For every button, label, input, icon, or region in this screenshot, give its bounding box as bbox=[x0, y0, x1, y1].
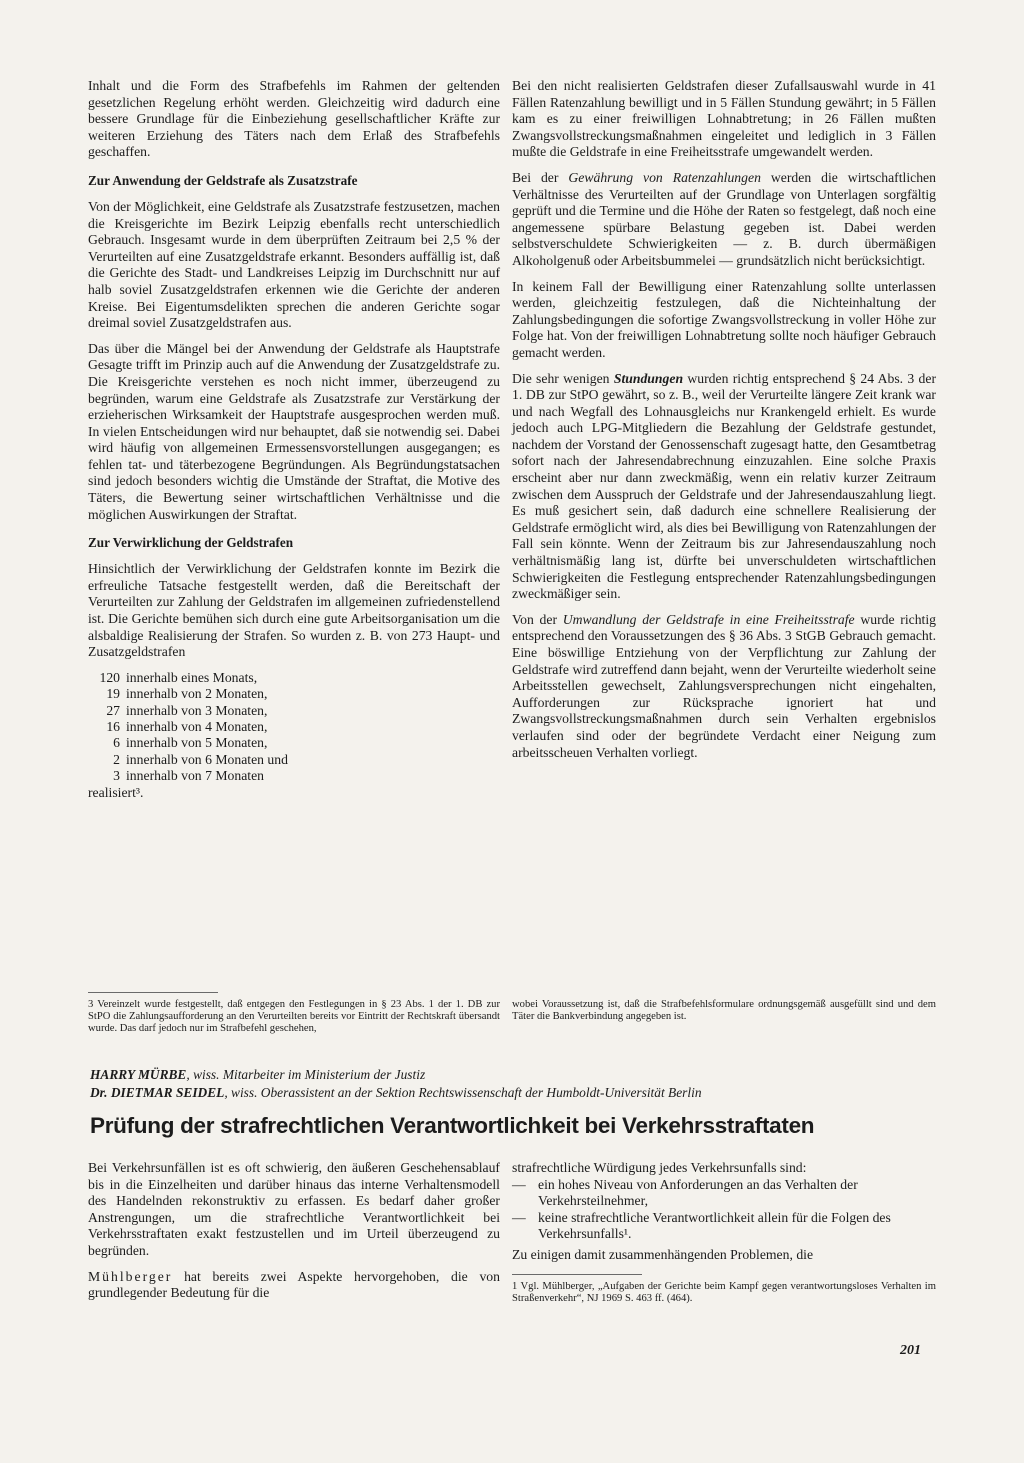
emphasis: Umwandlung der Geldstrafe in eine Freiheitsstrafe bbox=[562, 611, 855, 627]
text-run: Von der bbox=[512, 611, 563, 627]
list-item bbox=[88, 719, 500, 735]
text-run: wurde richtig entsprechend den Voraussetzungen des § 36 Abs. 3 StGB Gebrauch gemacht. Eine böswillige Entziehung von der Verpflichtung zur Zahlung der Geldstrafe wird zutreffend dann bejaht, wenn der Verurteilte wiederholt seine Arbeitsstellen gewechselt, Zahlungsversprechungen nicht eingehalten, Aufforderungen zur Rücksprache ignoriert hat und Zwangsvollstreckungsmaßnahmen durch sein Verhalten ergebnislos verlaufen sind oder der begründete Verdacht einer Neigung zum arbeitsscheuen Verhalten vorliegt. bbox=[512, 611, 936, 760]
list-item bbox=[88, 703, 500, 719]
right-column bbox=[512, 78, 936, 770]
cited-author: Mühlberger bbox=[88, 1268, 173, 1284]
emphasis: Stundungen bbox=[613, 370, 684, 386]
list-conclusion: realisiert³. bbox=[88, 784, 144, 800]
article-left-column bbox=[88, 1160, 500, 1311]
paragraph bbox=[512, 371, 936, 603]
list-text: innerhalb eines Monats, bbox=[126, 669, 258, 685]
footnote-rule bbox=[512, 1274, 642, 1275]
list-text: innerhalb von 3 Monaten, bbox=[126, 702, 268, 718]
paragraph: Zu einigen damit zusammenhängenden Problemen, die bbox=[512, 1246, 814, 1262]
text-run: Die sehr wenigen bbox=[512, 370, 614, 386]
list-item: — keine strafrechtliche Verantwortlichkeit allein für die Folgen des Verkehrsunfalls¹. bbox=[512, 1210, 936, 1243]
footnote: wobei Voraussetzung ist, daß die Strafbefehlsformulare ordnungsgemäß ausgefüllt sind und dem Täter die Bankverbindung angegeben ist. bbox=[512, 999, 936, 1023]
paragraph bbox=[88, 1269, 500, 1302]
list-count: 19 bbox=[106, 686, 120, 702]
list-text: keine strafrechtliche Verantwortlichkeit allein für die Folgen des Verkehrsunfalls¹. bbox=[538, 1209, 891, 1242]
list-count: 6 bbox=[113, 735, 120, 751]
text-run: hat bereits zwei Aspekte hervorgehoben, die von grundlegender Bedeutung für die bbox=[88, 1268, 500, 1301]
list-item bbox=[88, 768, 500, 784]
article-title: Prüfung der strafrechtlichen Verantwortlichkeit bei Verkehrsstraftaten bbox=[90, 1113, 815, 1138]
author-role: , wiss. Mitarbeiter im Ministerium der Justiz bbox=[186, 1067, 426, 1082]
payment-duration-list bbox=[88, 670, 500, 785]
paragraph: In keinem Fall der Bewilligung einer Ratenzahlung sollte unterlassen werden, gleichzeitig festzulegen, daß die Nichteinhaltung der Zahlungsbedingungen die sofortige Zwangsvollstreckung in voller Höhe zur Folge hat. Von der freiwilligen Lohnabtretung sollte noch häufiger Gebrauch gemacht werden. bbox=[512, 278, 936, 360]
list-item bbox=[88, 735, 500, 751]
article-authors bbox=[90, 1066, 950, 1102]
list-item bbox=[88, 670, 500, 686]
paragraph: Das über die Mängel bei der Anwendung der Geldstrafe als Hauptstrafe Gesagte trifft im Prinzip auch auf die Anwendung der Zusatzgeldstrafe zu. Die Kreisgerichte verstehen es noch nicht immer, überzeugend zu begründen, warum eine Geldstrafe als Zusatzstrafe zur Verstärkung der erzieherischen Wirksamkeit der Hauptstrafe ausgesprochen werden muß. In vielen Entscheidungen wird nur behauptet, daß sie notwendig sei. Dabei wird häufig von allgemeinen Ermessensvorstellungen ausgegangen; es fehlen tat- und täterbezogene Begründungen. Als Begründungstatsachen sind jedoch besonders wichtig die Umstände der Straftat, die Motive des Täters, die Bewertung seiner wirtschaftlichen Verhältnisse und die möglichen Auswirkungen der Straftat. bbox=[88, 340, 500, 522]
footnote: 1 Vgl. Mühlberger, „Aufgaben der Gerichte beim Kampf gegen verantwortungsloses Verhalten im Straßenverkehr“, NJ 1969 S. 463 ff. (464). bbox=[512, 1280, 936, 1304]
paragraph bbox=[512, 612, 936, 761]
list-text: innerhalb von 6 Monaten und bbox=[126, 751, 288, 767]
paragraph: strafrechtliche Würdigung jedes Verkehrsunfalls sind: bbox=[512, 1160, 807, 1175]
aspect-list bbox=[512, 1177, 936, 1243]
author-name: HARRY MÜRBE bbox=[90, 1067, 187, 1082]
footnote: 3 Vereinzelt wurde festgestellt, daß entgegen den Festlegungen in § 23 Abs. 1 der 1. DB zur StPO die Zahlungsaufforderung an den Verurteilten bereits vor Eintritt der Rechtskraft übersandt wurde. Das darf jedoch nur im Strafbefehl geschehen, bbox=[88, 999, 500, 1035]
left-column bbox=[88, 78, 500, 811]
section-heading: Zur Verwirklichung der Geldstrafen bbox=[88, 535, 294, 551]
list-item bbox=[88, 686, 500, 702]
list-count: 3 bbox=[113, 768, 120, 784]
section-heading: Zur Anwendung der Geldstrafe als Zusatzstrafe bbox=[88, 172, 358, 188]
author-line bbox=[90, 1066, 950, 1084]
list-text: innerhalb von 4 Monaten, bbox=[126, 719, 268, 735]
footnote-area-right bbox=[512, 986, 936, 1023]
list-item: — ein hohes Niveau von Anforderungen an das Verhalten der Verkehrsteilnehmer, bbox=[512, 1177, 936, 1210]
article-right-column bbox=[512, 1160, 936, 1305]
paragraph: Hinsichtlich der Verwirklichung der Geldstrafen konnte im Bezirk die erfreuliche Tatsache festgestellt werden, daß die Bereitschaft der Verurteilten zur Zahlung der Geldstrafen im allgemeinen zufriedenstellend ist. Die Gerichte bemühen sich durch eine gute Arbeitsorganisation um die alsbaldige Realisierung der Strafen. So wurden z. B. von 273 Haupt- und Zusatzgeldstrafen bbox=[88, 561, 500, 660]
footnote-rule bbox=[88, 992, 218, 993]
paragraph: Bei den nicht realisierten Geldstrafen dieser Zufallsauswahl wurde in 41 Fällen Ratenzahlung bewilligt und in 5 Fällen Stundung gewährt; in 5 Fällen kam es zu einer freiwilligen Lohnabtretung; in 26 Fällen mußten Zwangsvollstreckungsmaßnahmen eingeleitet und lediglich in 3 Fällen mußte die Geldstrafe in eine Freiheitsstrafe umgewandelt werden. bbox=[512, 78, 936, 160]
list-count: 27 bbox=[106, 702, 120, 718]
text-run: werden die wirtschaftlichen Verhältnisse des Verurteilten auf der Grundlage von Unterlagen sorgfältig geprüft und die Termine und die Höhe der Raten so festgelegt, daß noch eine angemessene spürbare Belastung gegeben ist. Dabei werden selbstverschuldete Schwierigkeiten — z. B. durch übermäßigen Alkoholgenuß oder Arbeitsbummelei — grundsätzlich nicht berücksichtigt. bbox=[512, 169, 936, 268]
author-name: Dr. DIETMAR SEIDEL bbox=[90, 1085, 225, 1100]
paragraph: Bei Verkehrsunfällen ist es oft schwierig, den äußeren Geschehensablauf bis in die Einzelheiten und darüber hinaus das interne Verhaltensmodell des Handelnden rekonstruktiv zu erfassen. Es bedarf daher großer Anstrengungen, um die strafrechtliche Verantwortlichkeit bei Verkehrsstraftaten exakt festzustellen und im Urteil überzeugend zu begründen. bbox=[88, 1160, 500, 1258]
emphasis: Gewährung von Ratenzahlungen bbox=[568, 169, 761, 185]
page-number: 201 bbox=[900, 1343, 921, 1358]
list-text: ein hohes Niveau von Anforderungen an das Verhalten der Verkehrsteilnehmer, bbox=[538, 1176, 858, 1209]
list-count: 120 bbox=[99, 669, 120, 685]
paragraph bbox=[512, 170, 936, 270]
footnote-area-left bbox=[88, 986, 500, 1036]
list-count: 16 bbox=[106, 719, 120, 735]
paragraph: Von der Möglichkeit, eine Geldstrafe als Zusatzstrafe festzusetzen, machen die Kreisgerichte im Bezirk Leipzig ebenfalls recht unterschiedlich Gebrauch. Insgesamt wurde in dem überprüften Zeitraum bei 2,5 % der Verurteilten auf eine Zusatzgeldstrafe erkannt. Besonders auffällig ist, daß die Gerichte des Stadt- und Landkreises Leipzig im Durchschnitt nur auf halb soviel Zusatzgeldstrafen erkennen wie die Gerichte der anderen Kreise. Bei Eigentumsdelikten sprechen die anderen Gerichte sogar dreimal soviel Zusatzgeldstrafen aus. bbox=[88, 198, 500, 331]
list-text: innerhalb von 5 Monaten, bbox=[126, 735, 268, 751]
list-count: 2 bbox=[113, 751, 120, 767]
list-text: innerhalb von 2 Monaten, bbox=[126, 686, 268, 702]
list-text: innerhalb von 7 Monaten bbox=[126, 768, 264, 784]
text-run: wurden richtig entsprechend § 24 Abs. 3 der 1. DB zur StPO gewährt, so z. B., weil der Verurteilte längere Zeit krank war und nach Wegfall des Lohnausgleichs nur Krankengeld erhielt. Es wurde jedoch auch LPG-Mitgliedern die Bezahlung der Geldstrafe gestundet, nachdem der Vorstand der Genossenschaft zugesagt hatte, den Gesamtbetrag sofort nach der Jahresendabrechnung einzuzahlen. Eine solche Praxis erscheint aber nur dann zweckmäßig, wenn ein relativ kurzer Zeitraum zwischen dem Ausspruch der Geldstrafe und der Jahresendauszahlung liegt. Es muß gesichert sein, daß dadurch eine schnellere Realisierung der Geldstrafe ermöglicht wird, als dies bei Bewilligung von Ratenzahlungen der Fall sein könnte. Wenn der Zeitraum bis zur Jahresendauszahlung noch verhältnismäßig lang ist, dürfte bei unverschuldeten wirtschaftlichen Schwierigkeiten die Festlegung entsprechender Ratenzahlungsbedingungen zweckmäßiger sein. bbox=[512, 370, 937, 602]
author-line bbox=[90, 1084, 950, 1102]
paragraph: Inhalt und die Form des Strafbefehls im Rahmen der geltenden gesetzlichen Regelung erhöht werden. Gleichzeitig wird dadurch eine bessere Grundlage für die Einbeziehung gesellschaftlicher Kräfte zur weiteren Erziehung des Täters nach dem Erlaß des Strafbefehls geschaffen. bbox=[88, 78, 500, 160]
list-item bbox=[88, 752, 500, 768]
text-run: Bei der bbox=[512, 169, 569, 185]
author-role: , wiss. Oberassistent an der Sektion Rechtswissenschaft der Humboldt-Universität Berlin bbox=[224, 1085, 702, 1100]
